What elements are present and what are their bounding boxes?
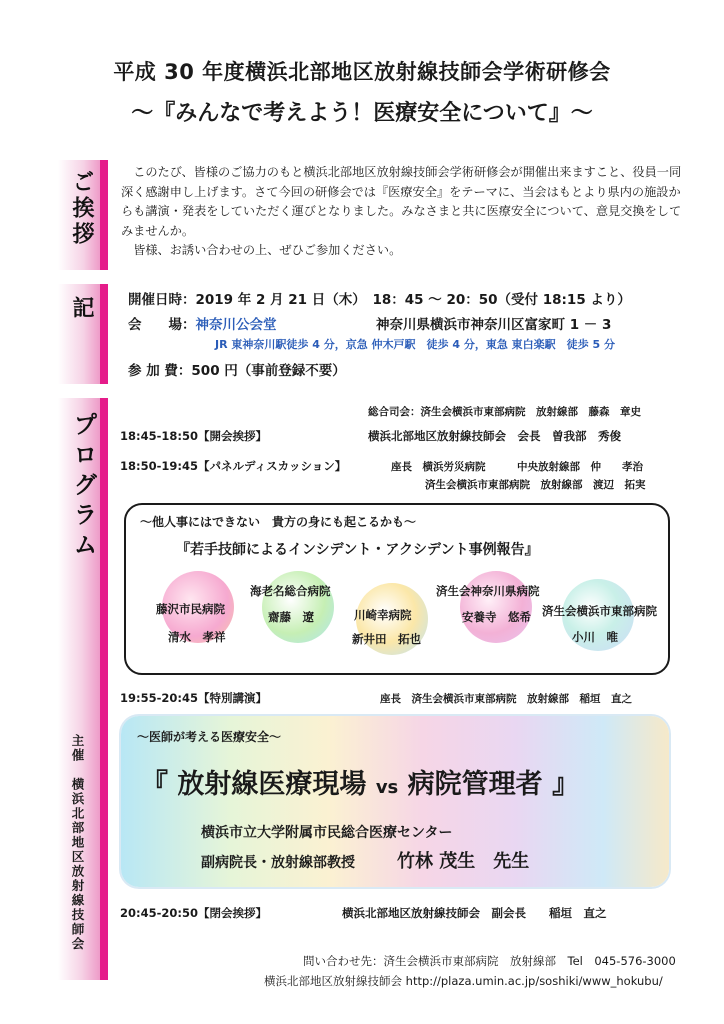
panelist-name: 清水 孝祥 <box>168 630 226 644</box>
section-label-notice: 記 <box>58 284 108 384</box>
panelist-name: 小川 唯 <box>572 630 618 644</box>
lecture-title: 『 放射線医療現場 vs 病院管理者 』 <box>141 769 580 800</box>
greeting-text: このたび、皆様のご協力のもと横浜北部地区放射線技師会学術研修会が開催出来ますこと、役員一同深く感謝申し上げます。さて今回の研修会では『医療安全』をテーマに、当会はもとより県内の施設からも講演・発表をしていただく運びとなりました。みなさまと共に医療安全について、意見交換をしてみませんか。 皆様、お誘い合わせの上、ぜひご参加ください。 <box>121 165 682 257</box>
event-fee: 参 加 費：500 円（事前登録不要） <box>128 363 346 379</box>
panelist-name: 安養寺 悠希 <box>462 610 531 624</box>
panelist-name: 新井田 拓也 <box>352 632 421 646</box>
panel-chair-1: 座長 横浜労災病院 中央放射線部 仲 孝治 <box>391 461 643 473</box>
lecture-time: 19:55-20:45【特別講演】 <box>120 691 267 705</box>
opening-time: 18:45-18:50【開会挨拶】 <box>120 429 267 443</box>
lecture-affiliation: 横浜市立大学附属市民総合医療センター <box>201 825 453 841</box>
panel-tagline: 〜他人事にはできない 貴方の身にも起こるかも〜 <box>140 515 417 529</box>
closing-person: 横浜北部地区放射線技師会 副会長 稲垣 直之 <box>342 906 607 920</box>
panelist-hospital: 済生会神奈川県病院 <box>436 584 540 598</box>
panelist-hospital: 海老名総合病院 <box>250 584 331 598</box>
panel-theme: 『若手技師によるインシデント・アクシデント事例報告』 <box>176 542 539 558</box>
closing-time: 20:45-20:50【閉会挨拶】 <box>120 906 267 920</box>
contact-line: 問い合わせ先：済生会横浜市東部病院 放射線部 Tel 045-576-3000 <box>303 954 676 968</box>
page-title: 平成 30 年度横浜北部地区放射線技師会学術研修会 <box>113 60 611 84</box>
panel-chair-2: 済生会横浜市東部病院 放射線部 渡辺 拓実 <box>425 479 646 491</box>
lecture-role: 副病院長・放射線部教授 <box>201 855 355 871</box>
panelist-name: 齋藤 遼 <box>268 610 314 624</box>
venue-address: 神奈川県横浜市神奈川区富家町 1 － 3 <box>376 317 612 333</box>
lecture-tagline: 〜医師が考える医療安全〜 <box>137 730 282 744</box>
special-lecture-box <box>121 716 669 887</box>
panel-time: 18:50-19:45【パネルディスカッション】 <box>120 459 347 473</box>
event-venue: 会 場：神奈川公会堂 <box>128 317 277 333</box>
section-label-program: プログラム 主催 横浜北部地区放射線技師会 <box>58 398 108 980</box>
opening-person: 横浜北部地区放射線技師会 会長 曽我部 秀俊 <box>368 429 621 443</box>
panel-discussion-box <box>124 503 670 675</box>
lecture-chair: 座長 済生会横浜市東部病院 放射線部 稲垣 直之 <box>380 693 632 705</box>
panelist-hospital: 川崎幸病院 <box>354 608 412 622</box>
section-label-greeting: ご挨拶 <box>58 160 108 270</box>
panelist-hospital: 済生会横浜市東部病院 <box>542 604 657 618</box>
venue-name: 神奈川公会堂 <box>195 317 277 333</box>
panelist-circle <box>262 571 334 643</box>
panelist-circle <box>460 571 532 643</box>
organizer: 主催 横浜北部地区放射線技師会 <box>70 734 85 952</box>
page-subtitle: 〜『みんなで考えよう！医療安全について』〜 <box>131 101 593 126</box>
panelist-hospital: 藤沢市民病院 <box>156 602 225 616</box>
lecture-speaker: 竹林 茂生 先生 <box>397 851 530 872</box>
program-mc: 総合司会：済生会横浜市東部病院 放射線部 藤森 章史 <box>368 406 641 418</box>
url-line: 横浜北部地区放射線技師会 http://plaza.umin.ac.jp/soshiki/www_hokubu/ <box>264 974 663 988</box>
event-date: 開催日時：2019 年 2 月 21 日（木） 18：45 〜 20：50（受付 18:15 より） <box>128 292 631 308</box>
venue-access: JR 東神奈川駅徒歩 4 分，京急 仲木戸駅 徒歩 4 分，東急 東白楽駅 徒歩 5 分 <box>215 338 615 351</box>
